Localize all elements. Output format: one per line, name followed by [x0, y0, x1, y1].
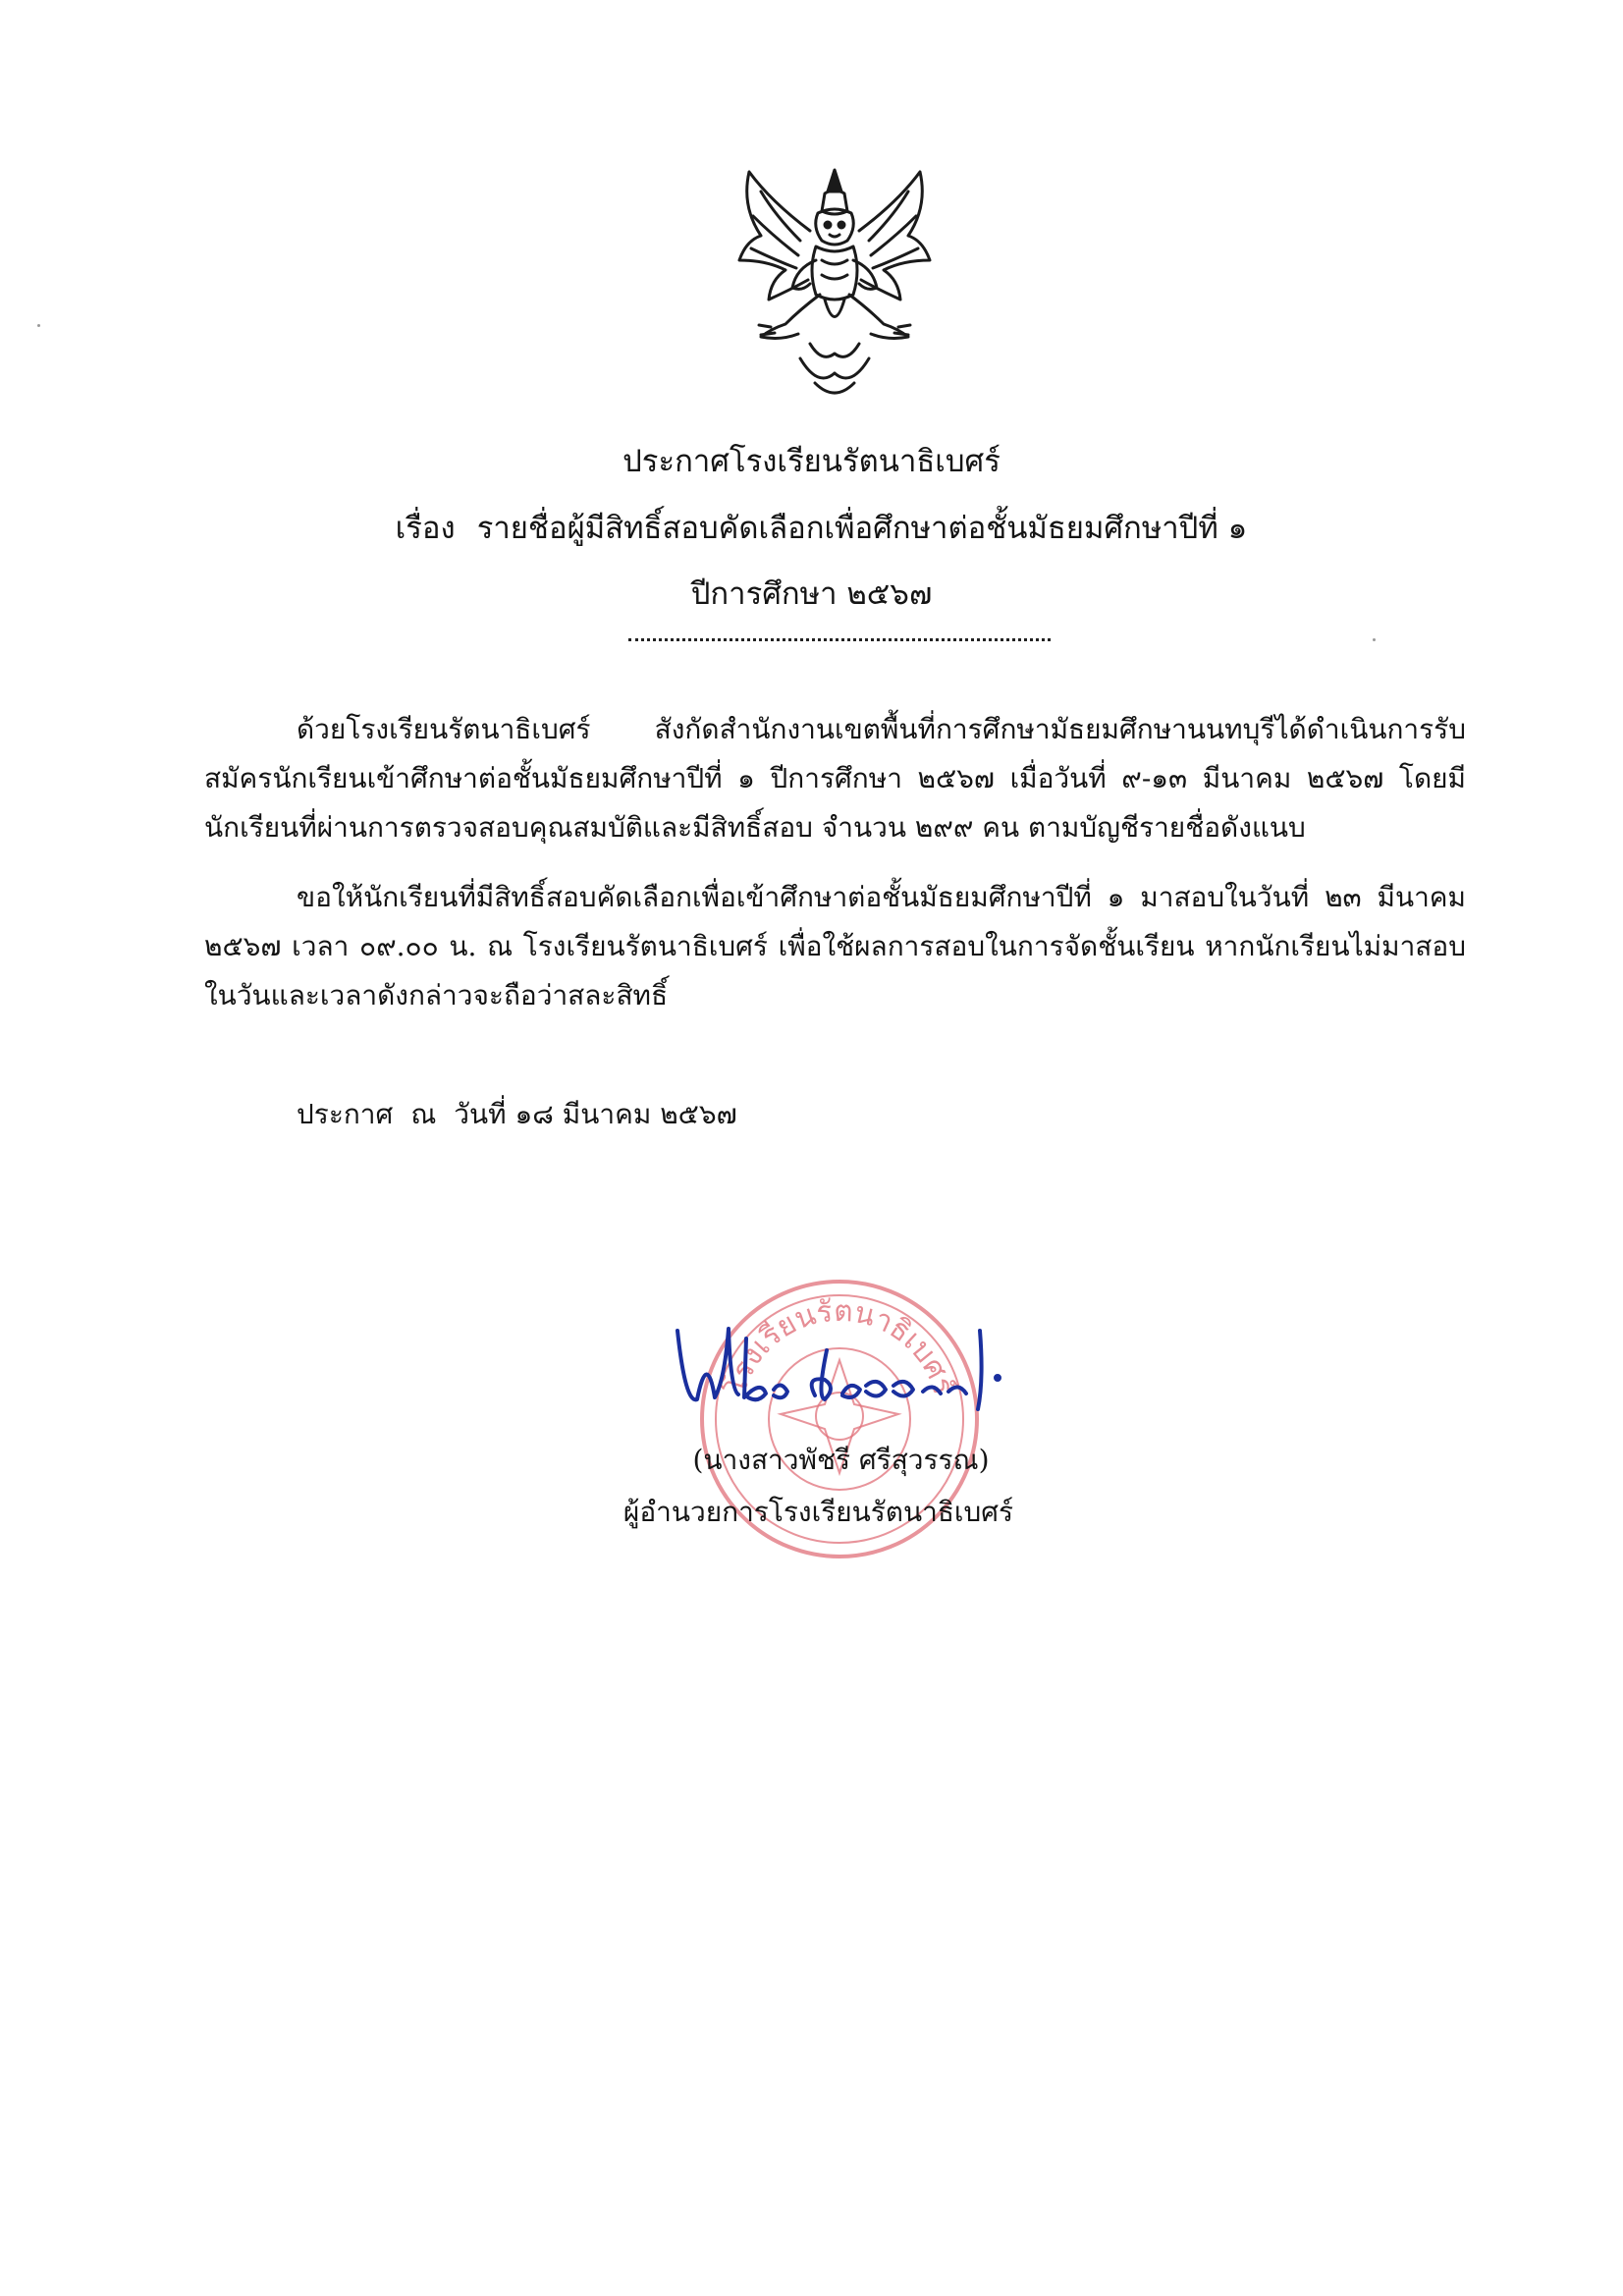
dotted-divider — [628, 638, 1051, 641]
scan-speck — [37, 324, 40, 327]
paragraph-2-text: ขอให้นักเรียนที่มีสิทธิ์สอบคัดเลือกเพื่อเข้าศึกษาต่อชั้นมัธยมศึกษาปีที่ ๑ มาสอบในวันที่ ๒๓ มีนาคม ๒๕๖๗ เวลา ๐๙.๐๐ น. ณ โรงเรียนรัตนาธิเบศร์ เพื่อใช้ผลการสอบในการจัดชั้นเรียน หากนักเรียนไม่มาสอบในวันและเวลาดังกล่าวจะถือว่าสละสิทธิ์ — [204, 881, 1466, 1011]
seal-text: โรงเรียนรัตนาธิเบศร์ — [718, 1293, 961, 1399]
academic-year: ปีการศึกษา ๒๕๖๗ — [690, 576, 933, 612]
subject-label: เรื่อง — [395, 511, 456, 546]
announce-label: ประกาศ — [297, 1098, 394, 1130]
signer-name: (นางสาวพัชรี ศรีสุวรรณ) — [692, 1444, 990, 1476]
document-title: ประกาศโรงเรียนรัตนาธิเบศร์ — [622, 444, 1001, 479]
document-subject-line — [10, 507, 1623, 550]
body-paragraph-2 — [204, 873, 1466, 1020]
announce-at: ณ — [410, 1098, 437, 1130]
garuda-emblem-icon — [731, 162, 938, 403]
signer-position: ผู้อำนวยการโรงเรียนรัตนาธิเบศร์ — [622, 1496, 1014, 1528]
signature-mark — [668, 1311, 1021, 1429]
scan-speck — [1373, 638, 1376, 641]
announcement-date-line — [297, 1090, 737, 1139]
subject-text: รายชื่อผู้มีสิทธิ์สอบคัดเลือกเพื่อศึกษาต่อชั้นมัธยมศึกษาปีที่ ๑ — [476, 511, 1248, 546]
body-paragraph-1 — [204, 705, 1466, 852]
paragraph-1-text: ด้วยโรงเรียนรัตนาธิเบศร์ สังกัดสำนักงานเขตพื้นที่การศึกษามัธยมศึกษานนทบุรีได้ดำเนินการรับสมัครนักเรียนเข้าศึกษาต่อชั้นมัธยมศึกษาปีที่ ๑ ปีการศึกษา ๒๕๖๗ เมื่อวันที่ ๙-๑๓ มีนาคม ๒๕๖๗ โดยมีนักเรียนที่ผ่านการตรวจสอบคุณสมบัติและมีสิทธิ์สอบ จำนวน ๒๙๙ คน ตามบัญชีรายชื่อดังแนบ — [204, 713, 1466, 844]
announce-date: วันที่ ๑๘ มีนาคม ๒๕๖๗ — [454, 1098, 737, 1130]
